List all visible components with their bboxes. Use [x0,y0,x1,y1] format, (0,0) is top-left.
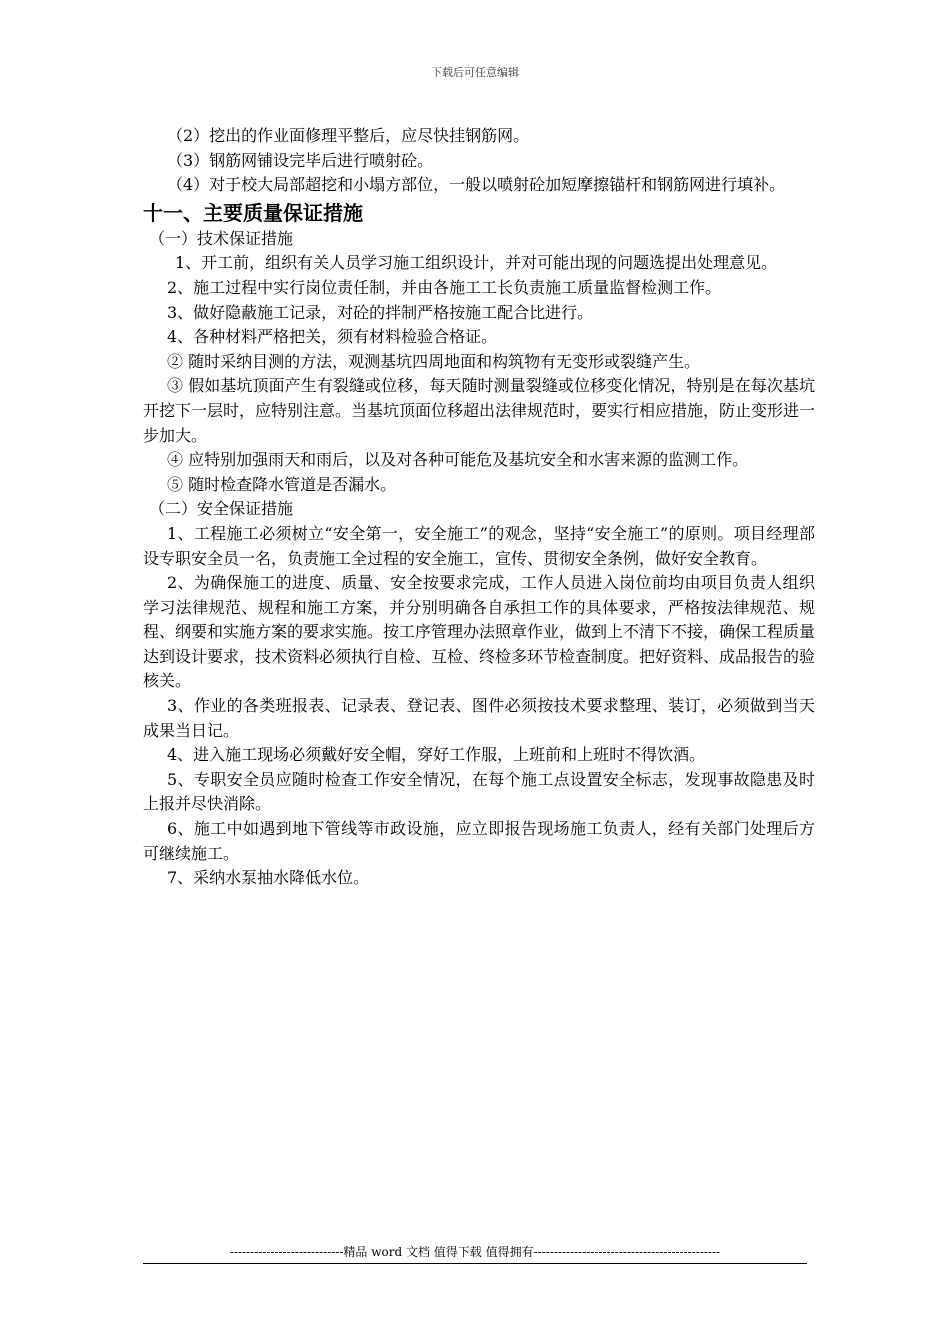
paragraph: （4）对于校大局部超挖和小塌方部位，一般以喷射砼加短摩擦锚杆和钢筋网进行填补。 [167,175,786,195]
paragraph: （2）挖出的作业面修理平整后，应尽快挂钢筋网。 [167,126,530,145]
footer-divider [143,1263,807,1264]
section-heading: 十一、主要质量保证措施 [143,200,363,225]
paragraph: 4、各种材料严格把关，须有材料检验合格证。 [167,327,498,347]
paragraph: 2、施工过程中实行岗位责任制，并由各施工工长负责施工质量监督检测工作。 [167,277,722,297]
paragraph: ⑤ 随时检查降水管道是否漏水。 [167,474,397,494]
document-body [143,124,815,891]
paragraph: 5、专职安全员应随时检查工作安全情况，在每个施工点设置安全标志，发现事故隐患及时上报并尽快消除。 [143,769,815,814]
paragraph: 3、作业的各类班报表、记录表、登记表、图件必须按技术要求整理、装订，必须做到当天成果当日记。 [143,696,815,740]
paragraph: 3、做好隐蔽施工记录，对砼的拌制严格按施工配合比进行。 [167,302,594,322]
page-header-note: 下载后可任意编辑 [431,66,519,79]
subsection-heading: （二）安全保证措施 [149,499,294,519]
paragraph: 4、进入施工现场必须戴好安全帽，穿好工作服，上班前和上班时不得饮酒。 [167,745,706,765]
paragraph: 2、为确保施工的进度、质量、安全按要求完成，工作人员进入岗位前均由项目负责人组织学习法律规范、规程和施工方案，并分别明确各自承担工作的具体要求，严格按法律规范、规程、纲要和实施方案的要求实施。按工序管理办法照章作业，做到上不清下不接，确保工程质量达到设计要求，技术资料必须执行自检、互检、终检多环节检查制度。把好资料、成品报告的验核关。 [143,573,816,691]
paragraph: ② 随时采纳目测的方法，观测基坑四周地面和构筑物有无变形或裂缝产生。 [167,351,701,371]
paragraph: ④ 应特别加强雨天和雨后，以及对各种可能危及基坑安全和水害来源的监测工作。 [167,450,749,470]
paragraph: 1、开工前，组织有关人员学习施工组织设计，并对可能出现的问题选提出处理意见。 [175,253,778,273]
paragraph: 1、工程施工必须树立“安全第一，安全施工”的观念，坚持“安全施工”的原则。项目经理部设专职安全员一名，负责施工全过程的安全施工，宣传、贯彻安全条例，做好安全教育。 [143,523,815,568]
paragraph: （3）钢筋网铺设完毕后进行喷射砼。 [167,150,434,170]
paragraph: ③ 假如基坑顶面产生有裂缝或位移，每天随时测量裂缝或位移变化情况，特别是在每次基坑开挖下一层时，应特别注意。当基坑顶面位移超出法律规范时，要实行相应措施，防止变形进一步加大。 [143,376,816,445]
paragraph: 6、施工中如遇到地下管线等市政设施，应立即报告现场施工负责人，经有关部门处理后方可继续施工。 [143,819,815,863]
paragraph: 7、采纳水泵抽水降低水位。 [167,868,370,888]
subsection-heading: （一）技术保证措施 [149,228,294,248]
page-footer-note: ----------------------------精品 word 文档 值得下载 值得拥有---------------------------------------------- [229,1245,721,1259]
